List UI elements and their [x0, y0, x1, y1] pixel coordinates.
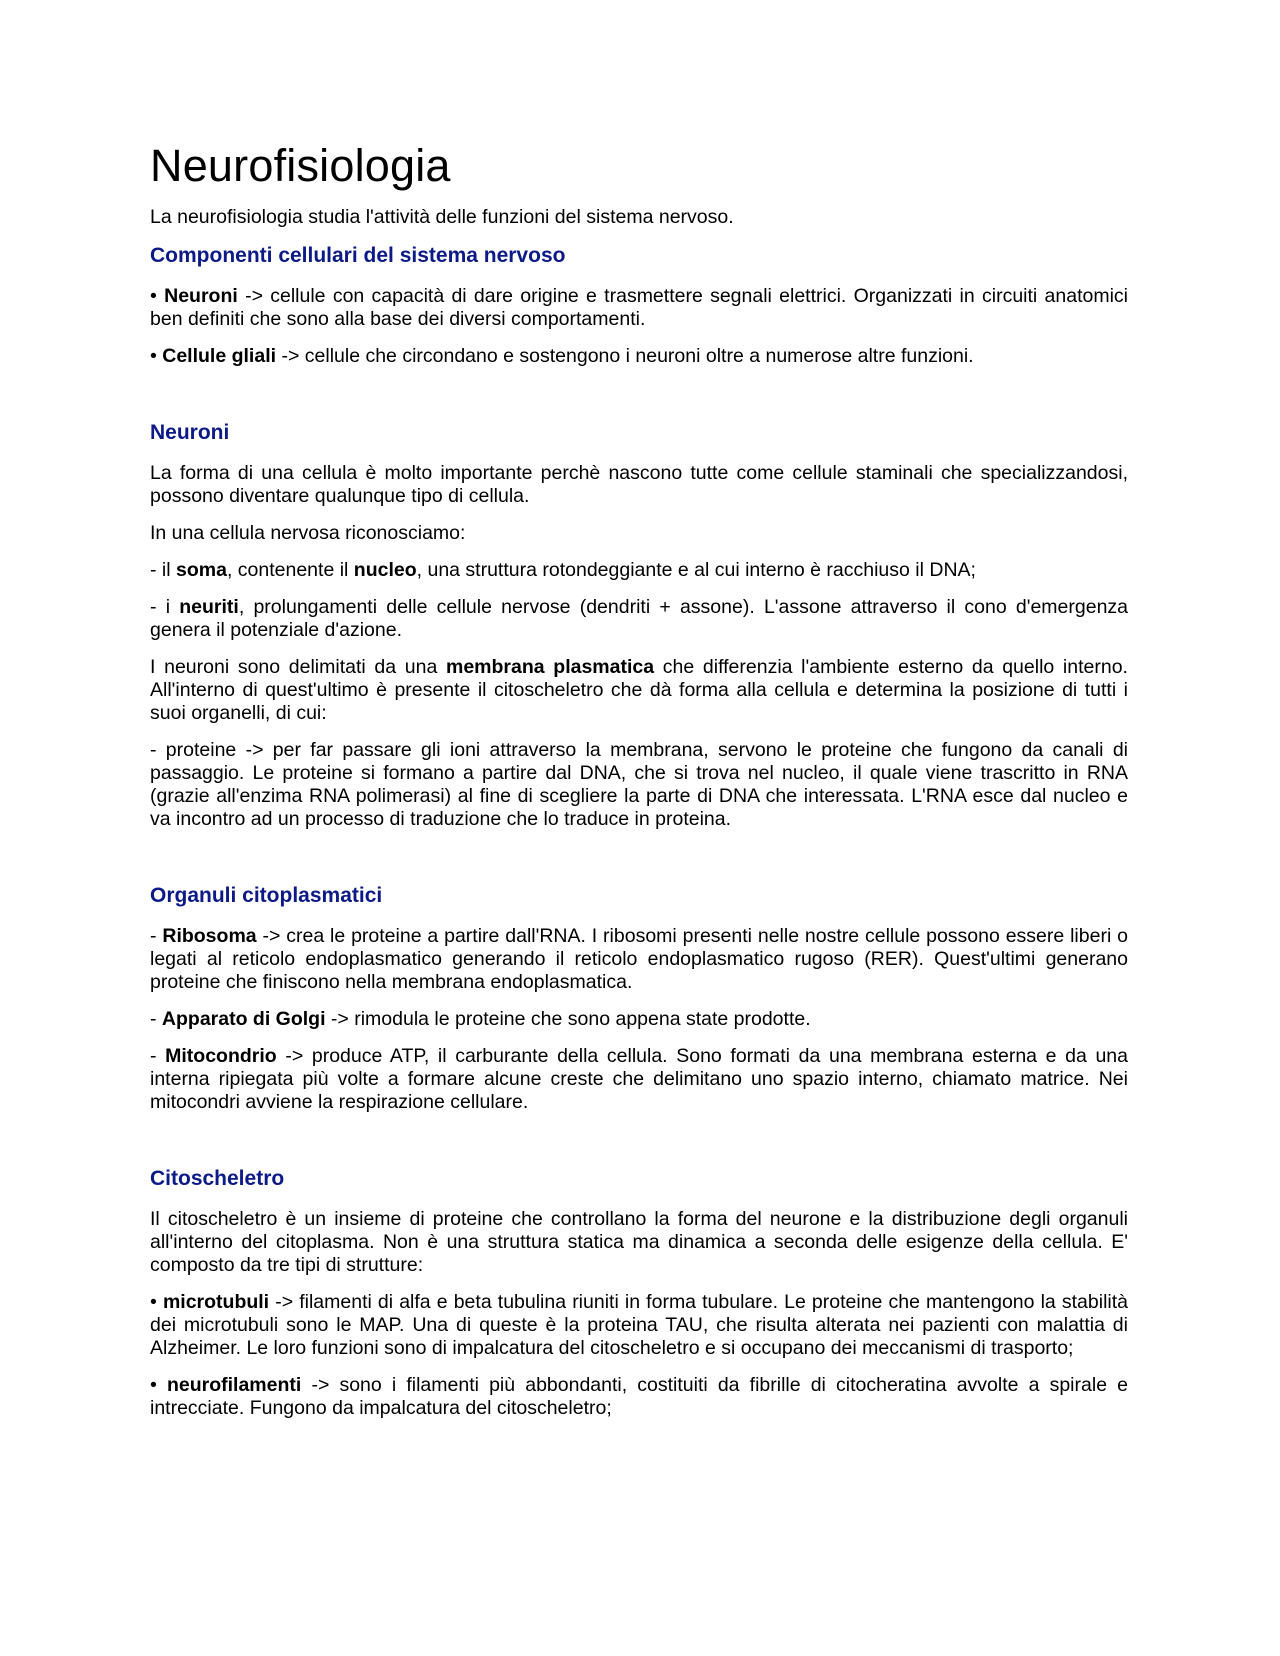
heading-citoscheletro: Citoscheletro [150, 1167, 285, 1190]
text-segment: - i [150, 596, 180, 618]
text-segment: -> rimodula le proteine che sono appena state prodotte. [325, 1008, 811, 1030]
term-membrana-plasmatica: membrana plasmatica [445, 656, 655, 678]
text-segment: -> crea le proteine a partire dall'RNA. I ribosomi presenti nelle nostre cellule possono essere liberi o legati al reticolo endoplasmatico generando il reticolo endoplasmatico rugoso (RER). Quest'ultimi generano proteine che finiscono nella membrana endoplasmatica. [150, 925, 1128, 993]
bullet-cellule-gliali [150, 345, 1128, 368]
term-nucleo: nucleo [353, 559, 417, 581]
heading-neuroni: Neuroni [150, 421, 230, 444]
text-segment: , una struttura rotondeggiante e al cui interno è racchiuso il DNA; [416, 559, 976, 581]
term-soma: soma [176, 559, 227, 581]
text-segment: - [150, 925, 163, 947]
text-segment: che differenzia l'ambiente esterno da quello interno. All'interno di quest'ultimo è presente il citoscheletro che dà forma alla cellula e determina la posizione di tutti i suoi organelli, di cui: [150, 656, 1128, 724]
paragraph-neuriti [150, 596, 1128, 642]
paragraph-proteine: - proteine -> per far passare gli ioni attraverso la membrana, servono le proteine che fungono da canali di passaggio. Le proteine si formano a partire dal DNA, che si trova nel nucleo, il quale viene trascritto in RNA (grazie all'enzima RNA polimerasi) al fine di scegliere la parte di DNA che interessata. L'RNA esce dal nucleo e va incontro ad un processo di traduzione che lo traduce in proteina. [150, 739, 1128, 830]
text-segment: -> produce ATP, il carburante della cellula. Sono formati da una membrana esterna e da una interna ripiegata più volte a formare alcune creste che delimitano uno spazio interno, chiamato matrice. Nei mitocondri avviene la respirazione cellulare. [150, 1045, 1128, 1113]
term-cellule-gliali: Cellule gliali [162, 345, 277, 367]
text-segment: I neuroni sono delimitati da una [150, 656, 446, 678]
paragraph-soma [150, 559, 1128, 582]
text-neurofilamenti: -> sono i filamenti più abbondanti, costituiti da fibrille di citocheratina avvolte a spirale e intrecciate. Fungono da impalcatura del citoscheletro; [150, 1374, 1129, 1419]
item-golgi [150, 1008, 1128, 1031]
item-ribosoma [150, 925, 1128, 994]
paragraph-citoscheletro: Il citoscheletro è un insieme di proteine che controllano la forma del neurone e la distribuzione degli organuli all'interno del citoplasma. Non è una struttura statica ma dinamica a seconda delle esigenze della cellula. E' composto da tre tipi di strutture: [150, 1208, 1128, 1276]
term-neuriti: neuriti [179, 596, 239, 618]
paragraph-membrana [150, 656, 1128, 725]
text-segment: - il [150, 559, 176, 581]
text-segment: - [150, 1045, 166, 1067]
intro-paragraph: La neurofisiologia studia l'attività delle funzioni del sistema nervoso. [150, 206, 734, 228]
bullet-mark: • [150, 1291, 163, 1313]
paragraph-forma-cellula: La forma di una cellula è molto importante perchè nascono tutte come cellule staminali che specializzandosi, possono diventare qualunque tipo di cellula. [150, 462, 1128, 507]
item-mitocondrio [150, 1045, 1128, 1114]
text-cellule-gliali: -> cellule che circondano e sostengono i neuroni oltre a numerose altre funzioni. [276, 345, 974, 367]
text-segment: - [150, 1008, 162, 1030]
heading-componenti: Componenti cellulari del sistema nervoso [150, 244, 566, 267]
term-golgi: Apparato di Golgi [161, 1008, 326, 1030]
text-segment: , contenente il [226, 559, 354, 581]
text-neuroni: -> cellule con capacità di dare origine e trasmettere segnali elettrici. Organizzati in circuiti anatomici ben definiti che sono alla base dei diversi comportamenti. [150, 285, 1128, 330]
term-neurofilamenti: neurofilamenti [166, 1374, 302, 1396]
term-neuroni: Neuroni [164, 285, 238, 307]
bullet-mark: • [150, 285, 165, 307]
heading-organuli: Organuli citoplasmatici [150, 884, 383, 907]
document-title: Neurofisiologia [150, 140, 451, 191]
bullet-neuroni [150, 285, 1128, 331]
text-microtubuli: -> filamenti di alfa e beta tubulina riuniti in forma tubulare. Le proteine che mantengono la stabilità dei microtubuli sono le MAP. Una di queste è la proteina TAU, che risulta alterata nei pazienti con malattia di Alzheimer. Le loro funzioni sono di impalcatura del citoscheletro e si occupano dei meccanismi di trasporto; [150, 1291, 1128, 1359]
term-mitocondrio: Mitocondrio [165, 1045, 277, 1067]
document-body [150, 140, 1128, 1420]
bullet-microtubuli [150, 1291, 1128, 1360]
bullet-mark: • [150, 1374, 167, 1396]
term-microtubuli: microtubuli [162, 1291, 270, 1313]
text-segment: , prolungamenti delle cellule nervose (dendriti + assone). L'assone attraverso il cono d'emergenza genera il potenziale d'azione. [150, 596, 1129, 641]
term-ribosoma: Ribosoma [162, 925, 257, 947]
bullet-neurofilamenti [150, 1374, 1128, 1420]
bullet-mark: • [150, 345, 163, 367]
paragraph-riconosciamo: In una cellula nervosa riconosciamo: [150, 522, 466, 544]
